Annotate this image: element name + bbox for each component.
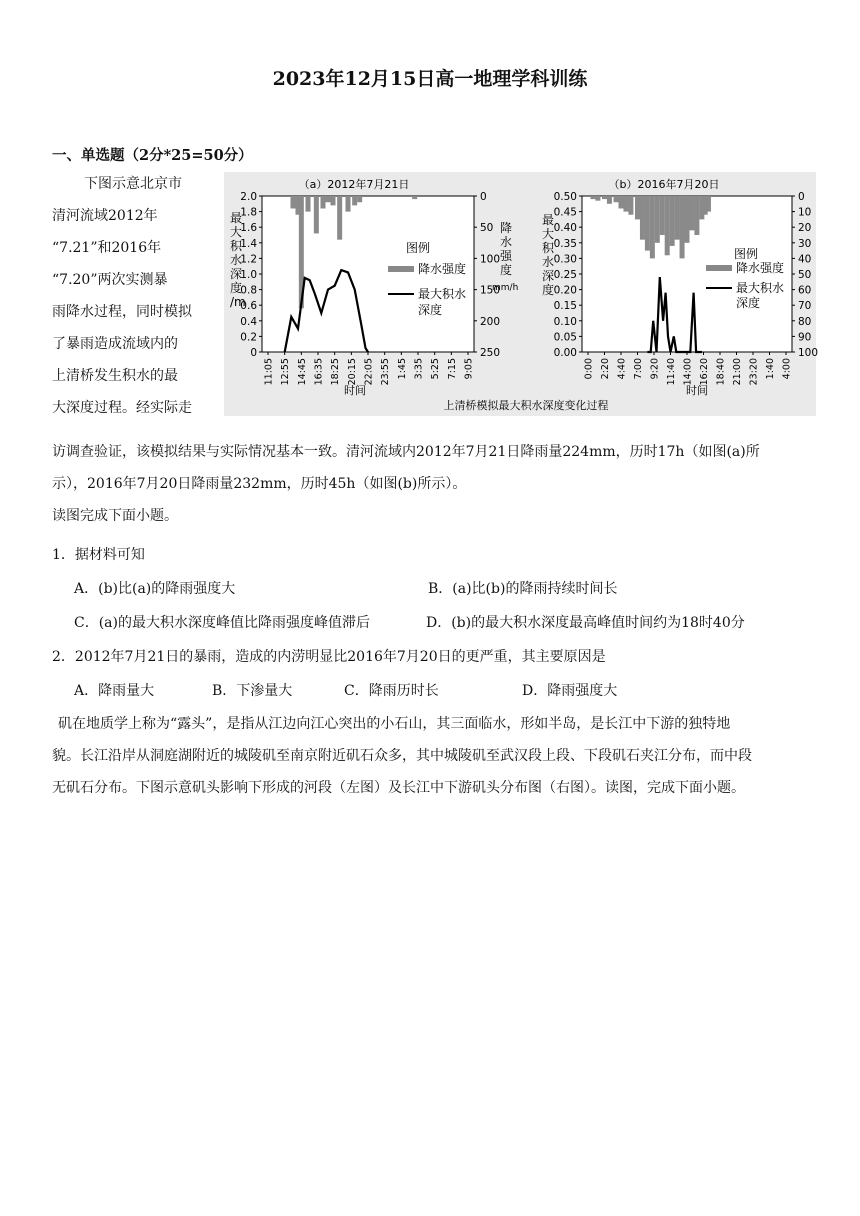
rain-bar xyxy=(706,196,711,212)
rain-bar xyxy=(660,196,665,235)
y-tick-label: 0.25 xyxy=(553,269,577,281)
rain-bar xyxy=(655,196,660,243)
rain-bar xyxy=(645,196,650,251)
rain-bar xyxy=(614,196,619,202)
intro-line: 清河流域2012年 xyxy=(52,208,158,224)
passage-line: 矶在地质学上称为“露头”，是指从江边向江心突出的小石山，其三面临水，形如半岛，是长江中下游的独特地 xyxy=(58,716,731,732)
x-tick-label: 22:05 xyxy=(363,358,375,386)
y-tick-label: 0.40 xyxy=(553,222,577,235)
rain-bar xyxy=(640,196,645,240)
rain-bar xyxy=(607,196,612,204)
legend-depth-label: 最大积水 xyxy=(418,287,467,301)
rain-bar xyxy=(635,196,640,219)
y-tick-label: 0.30 xyxy=(553,253,577,266)
intro-line: “7.20”两次实测暴 xyxy=(52,272,168,288)
y-tick-label: 0.6 xyxy=(240,300,257,313)
x-tick-label: 9:20 xyxy=(649,358,661,380)
rain-bar xyxy=(623,196,628,212)
rain-bar xyxy=(694,196,699,235)
rain-bar xyxy=(650,196,655,258)
question-1-option-c[interactable]: C．(a)的最大积水深度峰值比降雨强度峰值滞后 xyxy=(74,615,370,631)
legend-b-depth-label2: 深度 xyxy=(736,296,761,310)
rain-bar xyxy=(321,196,326,208)
x-tick-label: 7:00 xyxy=(633,358,644,380)
rain-bar xyxy=(346,196,351,212)
x-tick-label: 16:20 xyxy=(699,358,710,386)
y-tick-label: 2.0 xyxy=(240,191,257,203)
passage-line: 无矶石分布。下图示意矶头影响下形成的河段（左图）及长江中下游矶头分布图（右图）。读图，完成下面小题。 xyxy=(52,780,745,796)
y-tick-label: 1.4 xyxy=(240,237,257,250)
y-tick-label: 0.4 xyxy=(240,315,257,328)
intro-cont-line: 读图完成下面小题。 xyxy=(52,508,178,524)
y2-tick-label: 50 xyxy=(480,222,494,235)
y2-tick-label: 100 xyxy=(480,253,501,266)
x-tick-label: 0:00 xyxy=(583,358,595,380)
question-2-option-a[interactable]: A．降雨量大 xyxy=(74,683,155,699)
y-tick-label: 1.0 xyxy=(240,269,257,281)
intro-line: 雨降水过程，同时模拟 xyxy=(52,304,192,320)
y2-tick-label: 10 xyxy=(798,206,812,219)
y-tick-label: 1.2 xyxy=(240,253,257,266)
y-tick-label: 0.15 xyxy=(553,300,577,313)
rain-bar xyxy=(331,196,336,205)
x-tick-label: 7:15 xyxy=(446,358,458,380)
intro-line: 大深度过程。经实际走 xyxy=(52,400,192,416)
intro-line: 了暴雨造成流域内的 xyxy=(52,336,178,352)
chart-b-ylabel: 最大积水深度 xyxy=(542,213,555,297)
x-tick-label: 23:20 xyxy=(748,358,760,386)
intro-line: 下图示意北京市 xyxy=(84,176,182,192)
y-tick-label: 1.8 xyxy=(240,206,257,219)
chart-a-title: （a）2012年7月21日 xyxy=(298,178,410,191)
legend-b-rain-label: 降水强度 xyxy=(736,261,785,275)
chart-a-y2label: 降水强度 mm/h xyxy=(492,221,519,293)
y2-tick-label: 90 xyxy=(798,331,812,344)
x-tick-label: 4:00 xyxy=(781,358,793,380)
rain-bar xyxy=(314,196,319,233)
y2-tick-label: 70 xyxy=(798,300,812,313)
question-2-option-d[interactable]: D．降雨强度大 xyxy=(522,683,618,699)
x-tick-label: 12:55 xyxy=(280,358,292,386)
chart-a-xlabel: 时间 xyxy=(344,384,366,397)
y-tick-label: 0.20 xyxy=(553,284,577,297)
y-tick-label: 0.05 xyxy=(553,331,577,344)
question-1-stem: 1．据材料可知 xyxy=(52,547,145,563)
y-tick-label: 1.6 xyxy=(240,222,257,235)
intro-left-column xyxy=(52,168,220,424)
rain-bar xyxy=(337,196,342,240)
x-tick-label: 16:35 xyxy=(313,358,325,386)
legend-b-depth-label: 最大积水 xyxy=(736,281,785,295)
question-2-stem: 2．2012年7月21日的暴雨，造成的内涝明显比2016年7月20日的更严重，其主要原因是 xyxy=(52,649,606,665)
y-tick-label: 0 xyxy=(250,347,257,359)
x-tick-label: 1:45 xyxy=(396,358,408,380)
x-tick-label: 1:40 xyxy=(765,358,776,380)
rain-bar xyxy=(680,196,685,258)
question-1-option-b[interactable]: B．(a)比(b)的降雨持续时间长 xyxy=(428,581,618,597)
y-tick-label: 0.45 xyxy=(553,206,577,219)
intro-cont-line: 访调查验证，该模拟结果与实际情况基本一致。清河流域内2012年7月21日降雨量224mm，历时17h（如图(a)所 xyxy=(52,444,760,460)
rain-bar xyxy=(352,196,357,205)
rain-bar xyxy=(665,196,670,255)
intro-continuation xyxy=(52,436,812,532)
y-tick-label: 0.8 xyxy=(240,284,257,297)
y-tick-label: 0.00 xyxy=(553,347,577,359)
y2-tick-label: 30 xyxy=(798,237,812,250)
rain-bar xyxy=(590,196,595,199)
question-1-option-d[interactable]: D．(b)的最大积水深度最高峰值时间约为18时40分 xyxy=(426,615,745,631)
y2-tick-label: 0 xyxy=(798,191,805,203)
rain-bar xyxy=(602,196,607,199)
question-2-option-b[interactable]: B．下渗量大 xyxy=(212,683,293,699)
rain-bar xyxy=(670,196,675,246)
legend-depth-label2: 深度 xyxy=(418,303,443,317)
question-2-option-c[interactable]: C．降雨历时长 xyxy=(344,683,439,699)
y-tick-label: 0.10 xyxy=(553,315,577,328)
x-tick-label: 11:05 xyxy=(263,358,275,386)
x-tick-label: 5:25 xyxy=(430,358,442,380)
rain-bar xyxy=(595,196,600,201)
intro-line: “7.21”和2016年 xyxy=(52,240,162,256)
intro-cont-line: 示），2016年7月20日降雨量232mm，历时45h（如图(b)所示）。 xyxy=(52,476,467,492)
y2-tick-label: 150 xyxy=(480,284,501,297)
x-tick-label: 18:25 xyxy=(330,358,342,386)
chart-b-title: （b）2016年7月20日 xyxy=(608,178,720,191)
y2-tick-label: 60 xyxy=(798,284,812,297)
x-tick-label: 9:05 xyxy=(463,358,475,380)
x-tick-label: 20:15 xyxy=(346,358,358,386)
x-tick-label: 11:40 xyxy=(666,358,677,386)
y-tick-label: 0.50 xyxy=(553,191,577,203)
y2-tick-label: 250 xyxy=(480,347,501,359)
y2-tick-label: 50 xyxy=(798,269,812,281)
x-tick-label: 3:35 xyxy=(413,358,425,380)
rain-bar xyxy=(689,196,694,230)
y2-tick-label: 100 xyxy=(798,347,819,359)
x-tick-label: 14:00 xyxy=(682,358,694,386)
chart-a-ylabel: 最大积水深度/m xyxy=(230,211,246,309)
y2-tick-label: 0 xyxy=(480,191,487,203)
legend-b-rain-swatch xyxy=(706,265,732,271)
rain-bar xyxy=(291,196,296,208)
y2-tick-label: 20 xyxy=(798,222,812,235)
figure-caption: 上清桥模拟最大积水深度变化过程 xyxy=(443,399,609,412)
rain-bar xyxy=(685,196,690,243)
passage-2 xyxy=(52,708,818,804)
rain-bar xyxy=(412,196,417,199)
question-1-option-a[interactable]: A．(b)比(a)的降雨强度大 xyxy=(74,581,236,597)
rain-bar xyxy=(326,196,331,202)
legend-b-title: 图例 xyxy=(734,247,759,261)
rain-bar xyxy=(675,196,680,240)
y2-tick-label: 200 xyxy=(480,315,501,328)
x-tick-label: 23:55 xyxy=(380,358,392,386)
x-tick-label: 18:40 xyxy=(715,358,727,386)
x-tick-label: 4:40 xyxy=(616,358,628,380)
x-tick-label: 14:45 xyxy=(296,358,308,386)
x-tick-label: 21:00 xyxy=(732,358,743,386)
rain-bar xyxy=(619,196,624,208)
section-heading: 一、单选题（2分*25=50分） xyxy=(52,147,253,164)
rain-bar xyxy=(357,196,362,202)
legend-rain-label: 降水强度 xyxy=(418,262,467,276)
page-title: 2023年12月15日高一地理学科训练 xyxy=(272,68,588,90)
legend-rain-swatch xyxy=(388,266,414,272)
rainfall-depth-figure xyxy=(224,172,819,416)
rain-bar xyxy=(628,196,633,215)
chart-b-xlabel: 时间 xyxy=(686,384,708,397)
y2-tick-label: 80 xyxy=(798,315,812,328)
y-tick-label: 0.35 xyxy=(553,237,577,250)
y-tick-label: 0.2 xyxy=(240,331,257,344)
intro-line: 上清桥发生积水的最 xyxy=(52,368,178,384)
y2-tick-label: 40 xyxy=(798,253,812,266)
rain-bar xyxy=(306,196,311,212)
legend-title: 图例 xyxy=(406,241,431,255)
passage-line: 貌。长江沿岸从洞庭湖附近的城陵矶至南京附近矶石众多，其中城陵矶至武汉段上段、下段矶石夹江分布，而中段 xyxy=(52,748,752,764)
x-tick-label: 2:20 xyxy=(600,358,611,380)
